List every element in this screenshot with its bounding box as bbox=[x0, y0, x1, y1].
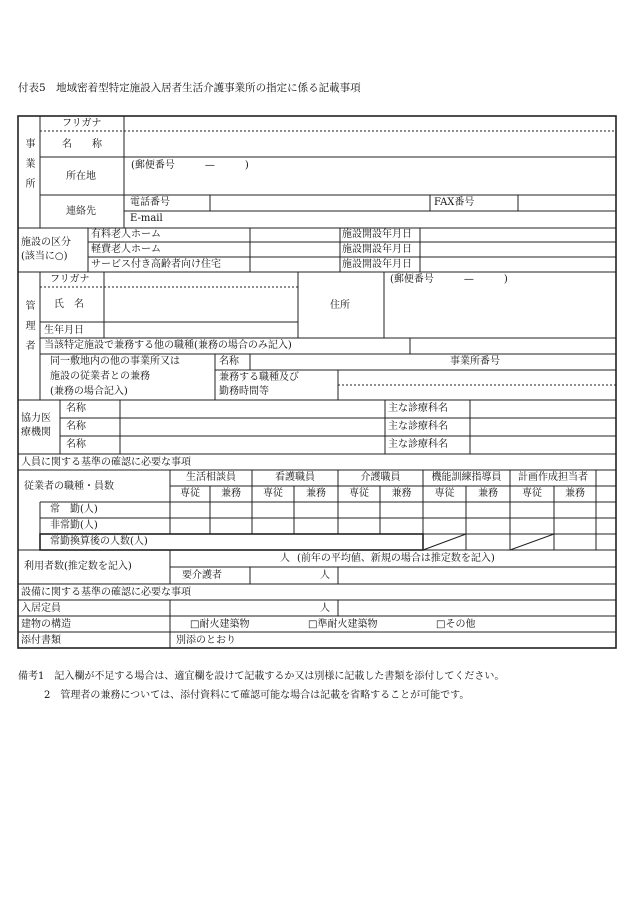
staff-sub-8: 兼務 bbox=[478, 488, 498, 499]
facility-type-1[interactable]: 有料老人ホーム bbox=[91, 229, 161, 240]
coop-dept-label-1: 主な診療科名 bbox=[388, 403, 448, 414]
staff-sub-1: 専従 bbox=[180, 488, 200, 499]
staff-role-3: 介護職員 bbox=[360, 472, 401, 483]
attach-value: 別添のとおり bbox=[176, 635, 236, 646]
business-phone-label: 電話番号 bbox=[130, 197, 170, 208]
staff-header: 人員に関する基準の確認に必要な事項 bbox=[21, 457, 191, 468]
business-furigana-field[interactable] bbox=[126, 118, 614, 130]
users-note: (前年の平均値、新規の場合は推定数を記入) bbox=[297, 553, 495, 564]
structure-option-3[interactable]: □その他 bbox=[436, 619, 476, 630]
users-label: 利用者数(推定数を記入) bbox=[24, 561, 132, 572]
coop-dept-label-3: 主な診療科名 bbox=[388, 439, 448, 450]
facility-type-2[interactable]: 軽費老人ホーム bbox=[91, 244, 161, 255]
note-1: 備考1 記入欄が不足する場合は、適宜欄を設けて記載するか又は別様に記載した書類を添付してください。 bbox=[18, 671, 505, 682]
manager-office-no-label: 事業所番号 bbox=[450, 356, 500, 367]
business-name-field[interactable] bbox=[126, 133, 614, 155]
business-phone-field[interactable] bbox=[212, 196, 428, 210]
equipment-header: 設備に関する基準の確認に必要な事項 bbox=[21, 587, 191, 598]
business-fax-field[interactable] bbox=[520, 196, 614, 210]
manager-name-label: 氏 名 bbox=[54, 299, 84, 310]
manager-birth-label: 生年月日 bbox=[44, 325, 84, 336]
business-furigana-label: フリガナ bbox=[62, 118, 102, 129]
staff-row-fulltime: 常 勤(人) bbox=[50, 504, 98, 515]
facility-type-label: 施設の区分 (該当に○) bbox=[21, 237, 71, 262]
business-address-field[interactable] bbox=[126, 173, 614, 193]
business-email-label: E-mail bbox=[130, 213, 163, 224]
staff-sub-7: 専従 bbox=[434, 488, 455, 499]
business-name-label: 名 称 bbox=[62, 139, 102, 150]
manager-job-label-1: 兼務する職種及び bbox=[219, 372, 299, 383]
staff-row-parttime: 非常勤(人) bbox=[50, 520, 98, 531]
capacity-unit: 人 bbox=[320, 603, 330, 614]
manager-postal-label: (郵便番号 — ) bbox=[390, 274, 508, 285]
manager-furigana-label: フリガナ bbox=[50, 274, 90, 285]
staff-role-4: 機能訓練指導員 bbox=[431, 472, 502, 483]
staff-role-5: 計画作成担当者 bbox=[518, 472, 588, 483]
facility-opening-label-1: 施設開設年月日 bbox=[342, 229, 412, 240]
staff-sub-5: 専従 bbox=[349, 488, 369, 499]
coop-name-label-1: 名称 bbox=[66, 403, 86, 414]
manager-other-label-2: 施設の従業者との兼務 bbox=[50, 371, 150, 382]
business-section-label: 事業所 bbox=[23, 138, 34, 198]
users-care-unit: 人 bbox=[320, 570, 330, 581]
staff-sub-6: 兼務 bbox=[391, 488, 412, 499]
coop-name-label-3: 名称 bbox=[66, 439, 86, 450]
staff-row-fte: 常勤換算後の人数(人) bbox=[50, 536, 148, 547]
facility-opening-label-3: 施設開設年月日 bbox=[342, 259, 412, 270]
structure-option-1[interactable]: □耐火建築物 bbox=[190, 619, 250, 630]
staff-sub-9: 専従 bbox=[522, 488, 542, 499]
manager-other-label-3: (兼務の場合記入) bbox=[50, 386, 128, 397]
users-count-field[interactable] bbox=[172, 552, 276, 566]
users-unit: 人 bbox=[280, 553, 290, 564]
manager-concurrent-label: 当該特定施設で兼務する他の職種(兼務の場合のみ記入) bbox=[44, 340, 292, 351]
business-address-label: 所在地 bbox=[66, 171, 96, 182]
capacity-label: 入居定員 bbox=[21, 603, 61, 614]
manager-address-field[interactable] bbox=[386, 288, 614, 336]
business-fax-label: FAX番号 bbox=[434, 197, 475, 208]
manager-other-name-label: 名称 bbox=[219, 356, 239, 367]
manager-birth-field[interactable] bbox=[106, 323, 296, 337]
users-care-label: 要介護者 bbox=[182, 570, 222, 581]
note-2: 2 管理者の兼務については、添付資料にて確認可能な場合は記載を省略することが可能です。 bbox=[44, 690, 470, 701]
form-title: 付表5 地域密着型特定施設入居者生活介護事業所の指定に係る記載事項 bbox=[18, 82, 361, 94]
staff-label: 従業者の職種・員数 bbox=[24, 481, 114, 492]
staff-role-2: 看護職員 bbox=[275, 472, 315, 483]
staff-sub-2: 兼務 bbox=[221, 488, 241, 499]
manager-name-field[interactable] bbox=[106, 289, 296, 320]
structure-option-2[interactable]: □準耐火建築物 bbox=[308, 619, 378, 630]
coop-name-label-2: 名称 bbox=[66, 421, 86, 432]
coop-label: 協力医 療機関 bbox=[21, 413, 51, 438]
business-postal-label: (郵便番号 — ) bbox=[131, 160, 249, 171]
business-contact-label: 連絡先 bbox=[66, 206, 96, 217]
manager-job-label-2: 勤務時間等 bbox=[219, 386, 269, 397]
attach-label: 添付書類 bbox=[21, 635, 61, 646]
staff-sub-10: 兼務 bbox=[565, 488, 585, 499]
facility-type-3[interactable]: サービス付き高齢者向け住宅 bbox=[91, 259, 221, 270]
staff-sub-4: 兼務 bbox=[306, 488, 326, 499]
manager-other-label-1: 同一敷地内の他の事業所又は bbox=[50, 356, 180, 367]
manager-address-label: 住所 bbox=[330, 300, 350, 311]
business-email-field[interactable] bbox=[212, 212, 614, 226]
coop-dept-label-2: 主な診療科名 bbox=[388, 421, 448, 432]
structure-label: 建物の構造 bbox=[21, 619, 71, 630]
staff-sub-3: 専従 bbox=[263, 488, 283, 499]
staff-role-1: 生活相談員 bbox=[186, 472, 236, 483]
facility-opening-label-2: 施設開設年月日 bbox=[342, 244, 412, 255]
manager-section-label: 管理者 bbox=[23, 300, 34, 360]
